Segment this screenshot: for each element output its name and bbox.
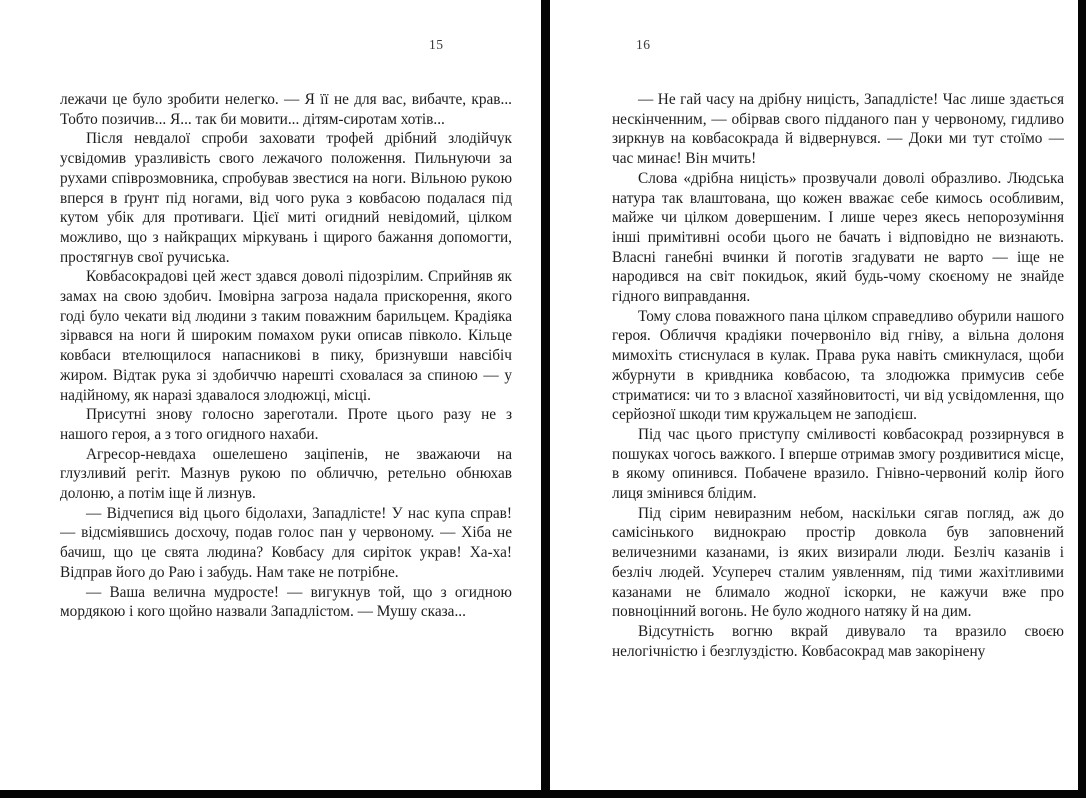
paragraph: — Ваша велична мудросте! — вигукнув той, що з огидною мордякою і кого щойно назвали Западлістом. — Мушу сказа... (60, 583, 512, 621)
page-text-left (60, 90, 512, 738)
paragraph: Тому слова поважного пана цілком справедливо обурили нашого героя. Обличчя крадіяки почервоніло від гніву, а вільна долоня мимохіть стиснулася в кулак. Права рука навіть смикнулася, щоби жбурнути в кривдника ковбасою, та злодюжка примусив себе стриматися: чи то з власної хазяйновитості, чи від усвідомлення, що серйозної шкоди тим кружальцем не заподієш. (612, 307, 1064, 424)
paragraph: лежачи це було зробити нелегко. — Я її не для вас, вибачте, крав... Тобто позичив... Я... так би мовити... дітям-сиротам хотів... (60, 91, 512, 128)
paragraph: Присутні знову голосно зареготали. Проте цього разу не з нашого героя, а з того огидного нахаби. (60, 406, 512, 443)
paragraph: Після невдалої спроби заховати трофей дрібний злодійчук усвідомив уразливість свого лежачого положення. Пильнуючи за рухами співрозмовника, спробував звестися на ноги. Вільною рукою вперся в ґрунт під ногами, від чого рука з ковбасою подалася під кутом убік для противаги. Цієї миті огидний невідомий, цілком можливо, що з найкращих міркувань і щирого бажання допомогти, простягнув свої ручиська. (60, 130, 512, 266)
page-number-left: 15 (429, 37, 444, 52)
paragraph: Слова «дрібна ницість» прозвучали доволі образливо. Людська натура так влаштована, що кожен вважає себе кимось особливим, майже чи цілком довершеним. І лише через якесь непорозуміння інші примітивні особи цього не бачать і відповідно не визнають. Власні ганебні вчинки й поготів згадувати не варто — іще не народився на світ покидьок, який будь-чому скоєному не знайде гідного виправдання. (612, 169, 1064, 306)
page-right (550, 0, 1078, 790)
paragraph: Ковбасокрадові цей жест здався доволі підозрілим. Сприйняв як замах на свою здобич. Імовірна загроза надала прискорення, якого годі було чекати від людини з таким поважним барильцем. Крадіяка зірвався на ноги й широким помахом руки описав півколо. Кільце ковбаси втелющилося напасникові в пику, бризнувши навсібіч жиром. Відтак рука зі здобиччю нарешті сховалася за спиною — у надійному, як наразі здавалося злодюжці, місці. (60, 268, 512, 404)
paragraph: Відсутність вогню вкрай дивувало та вразило своєю нелогічністю і безглуздістю. Ковбасокрад мав закорінену (612, 622, 1064, 660)
paragraph: — Не гай часу на дрібну ницість, Западлісте! Час лише здається нескінченним, — обірвав свого підданого пан у червоному, гидливо зиркнув на ковбасокрада й відвернувся. — Доки ми тут стоїмо — час минає! Він мчить! (612, 91, 1064, 168)
page-number-right: 16 (636, 37, 651, 52)
paragraph: Під сірим невиразним небом, наскільки сягав погляд, аж до самісінького виднокраю простір довкола був заповнений величезними казанами, із яких визирали люди. Безліч казанів і безліч людей. Усупереч сталим уявленням, під тими жахітливими казанами не блимало жодної іскорки, не кажучи вже про повноцінний вогонь. Не було жодного натяку й на дим. (612, 504, 1064, 621)
paragraph: Агресор-невдаха ошелешено заціпенів, не зважаючи на глузливий регіт. Мазнув рукою по обличчю, ретельно обнюхав долоню, а потім іще й лизнув. (60, 445, 512, 503)
page-left (0, 0, 541, 790)
paragraph: — Відчепися від цього бідолахи, Западлісте! У нас купа справ! — відсміявшись досхочу, подав голос пан у червоному. — Хіба не бачиш, що це свята людина? Ковбасу для сиріток украв! Ха-ха! Відправ його до Раю і забудь. Нам таке не потрібне. (60, 504, 512, 581)
page-text-right (612, 90, 1064, 738)
paragraph: Під час цього приступу сміливості ковбасокрад роззирнувся в пошуках чогось важкого. І вперше отримав змогу роздивитися місце, в якому опинився. Побачене вразило. Гнівно-червоний колір його лиця змінився блідим. (612, 425, 1064, 503)
